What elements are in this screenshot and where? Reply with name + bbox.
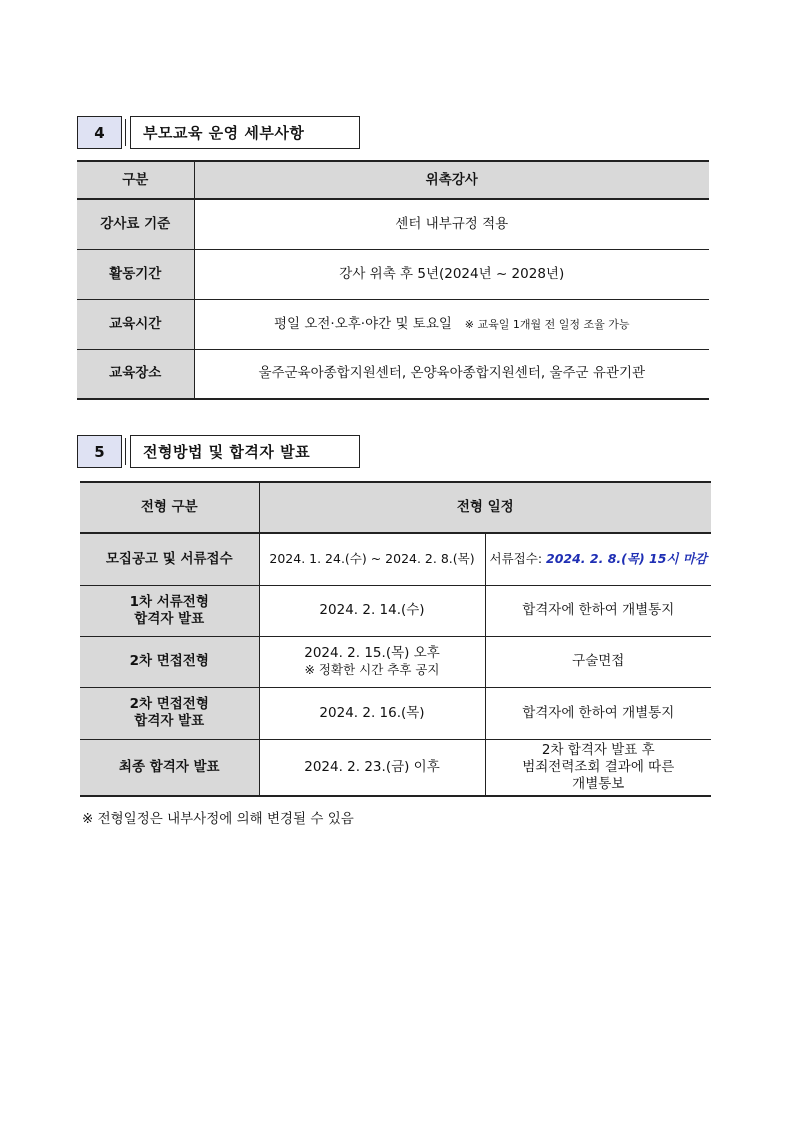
table-row (80, 687, 711, 739)
table-row (77, 299, 709, 349)
row-value: 센터 내부규정 적용 (194, 199, 709, 249)
table-row (77, 199, 709, 249)
date-line: 2024. 2. 15.(목) 오후 (304, 645, 440, 662)
label-line: 1차 서류전형 (129, 593, 209, 610)
education-time-note: ※ 교육일 1개월 전 일정 조율 가능 (464, 317, 630, 331)
header-selection-type: 전형 구분 (80, 482, 259, 533)
row-detail (485, 739, 711, 796)
header-selection-schedule: 전형 일정 (259, 482, 711, 533)
table-row (80, 585, 711, 636)
row-label (80, 585, 259, 636)
section-4-heading (77, 116, 360, 149)
section-4-table (77, 160, 709, 400)
section-5-heading (77, 435, 360, 468)
education-time-value: 평일 오전·오후·야간 및 토요일 (273, 315, 452, 332)
row-label: 활동기간 (77, 249, 194, 299)
row-date: 2024. 1. 24.(수) ~ 2024. 2. 8.(목) (259, 533, 485, 585)
detail-line: 범죄전력조회 결과에 따른 (522, 758, 675, 775)
row-value: 울주군육아종합지원센터, 온양육아종합지원센터, 울주군 유관기관 (194, 349, 709, 399)
row-value: 강사 위촉 후 5년(2024년 ~ 2028년) (194, 249, 709, 299)
label-line: 합격자 발표 (134, 713, 205, 729)
table-row (80, 636, 711, 687)
label-line: 합격자 발표 (134, 610, 205, 627)
table-row (80, 533, 711, 585)
row-date: 2024. 2. 23.(금) 이후 (259, 739, 485, 796)
row-value (194, 299, 709, 349)
row-label: 모집공고 및 서류접수 (80, 533, 259, 585)
section-5-table (80, 481, 711, 797)
date-note: ※ 정확한 시간 추후 공지 (304, 662, 440, 678)
row-date (259, 636, 485, 687)
section-4-number: 4 (77, 116, 122, 149)
table-row (77, 249, 709, 299)
header-instructor: 위촉강사 (194, 161, 709, 199)
row-label: 교육시간 (77, 299, 194, 349)
header-category: 구분 (77, 161, 194, 199)
application-prefix: 서류접수: (489, 551, 543, 567)
detail-line: 2차 합격자 발표 후 (541, 741, 655, 758)
row-label: 2차 면접전형 (80, 636, 259, 687)
row-label: 강사료 기준 (77, 199, 194, 249)
section-5-title: 전형방법 및 합격자 발표 (130, 435, 360, 468)
row-label: 교육장소 (77, 349, 194, 399)
application-deadline: 2024. 2. 8.(목) 15시 마감 (546, 551, 707, 567)
table-row (80, 739, 711, 796)
detail-line: 개별통보 (572, 775, 625, 792)
row-detail: 구술면접 (485, 636, 711, 687)
schedule-footnote: ※ 전형일정은 내부사정에 의해 변경될 수 있음 (82, 811, 354, 827)
section-5-number: 5 (77, 435, 122, 468)
row-date: 2024. 2. 14.(수) (259, 585, 485, 636)
section-4-title: 부모교육 운영 세부사항 (130, 116, 360, 149)
row-detail: 합격자에 한하여 개별통지 (485, 687, 711, 739)
row-date: 2024. 2. 16.(목) (259, 687, 485, 739)
row-label (80, 687, 259, 739)
row-detail: 합격자에 한하여 개별통지 (485, 585, 711, 636)
table-row (77, 349, 709, 399)
row-label: 최종 합격자 발표 (80, 739, 259, 796)
row-detail (485, 533, 711, 585)
label-line: 2차 면접전형 (129, 696, 209, 713)
